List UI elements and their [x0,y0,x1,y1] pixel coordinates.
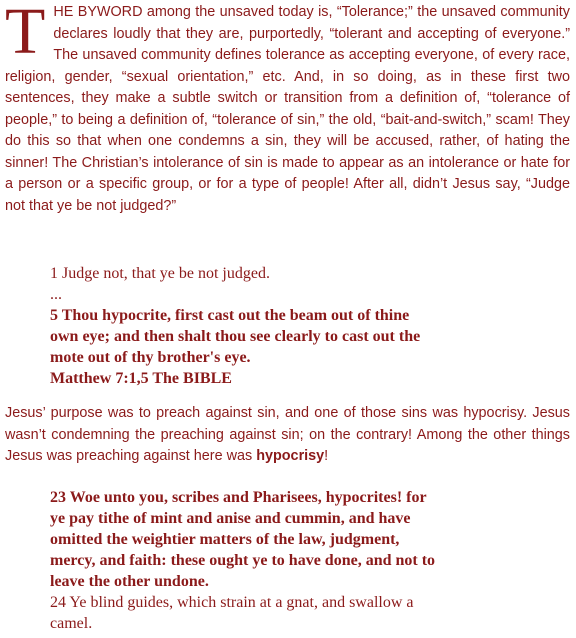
quote-line: omitted the weightier matters of the law, judgment, [50,531,400,548]
quote-line: 23 Woe unto you, scribes and Pharisees, hypocrites! for [50,489,427,506]
scripture-quote-woe [50,487,570,634]
quote-line: ye pay tithe of mint and anise and cummin, and have [50,510,411,527]
intro-paragraph-text: HE BYWORD among the unsaved today is, “Tolerance;” the unsaved community declares loudly that they are, purportedly, “tolerant and accepting of everyone.” The unsaved community defines tolerance as accepting everyone, of every race, religion, gender, “sexual orientation,” etc. And, in so doing, as in these first two sentences, they make a subtle switch or transition from a definition of, “tolerance of people,” to being a definition of, “tolerance of sin,” the old, “bait-and-switch,” scam! They do this so that when one condemns a sin, they will be accused, rather, of hating the sinner! The Christian’s intolerance of sin is made to appear as an intolerance or hate for a person or a specific group, or for a type of people! After all, didn’t Jesus say, “Judge not that ye be not judged?” [5,4,570,214]
quote-line: 5 Thou hypocrite, first cast out the beam out of thine [50,307,410,324]
hypocrisy-paragraph-end: ! [324,448,329,464]
hypocrisy-paragraph [5,403,570,468]
quote-line: mercy, and faith: these ought ye to have done, and not to [50,552,436,569]
intro-paragraph [5,2,570,217]
scripture-quote-matthew [50,263,570,389]
quote-citation: Matthew 7:1,5 The BIBLE [50,370,232,387]
quote-line: mote out of thy brother's eye. [50,349,251,366]
quote-line: 1 Judge not, that ye be not judged. [50,265,270,282]
quote-line: leave the other undone. [50,573,209,590]
hypocrisy-paragraph-text: Jesus’ purpose was to preach against sin, and one of those sins was hypocrisy. Jesus wasn’t condemning the preaching against sin; on the contrary! Among the other things Jesus was preaching against here was [5,405,570,464]
quote-line: 24 Ye blind guides, which strain at a gnat, and swallow a [50,594,414,611]
hypocrisy-emphasis: hypocrisy [256,448,325,464]
quote-line: camel. [50,615,93,632]
drop-cap-letter: T [5,0,46,68]
quote-line: ... [50,286,62,303]
quote-line: own eye; and then shalt thou see clearly to cast out the [50,328,421,345]
